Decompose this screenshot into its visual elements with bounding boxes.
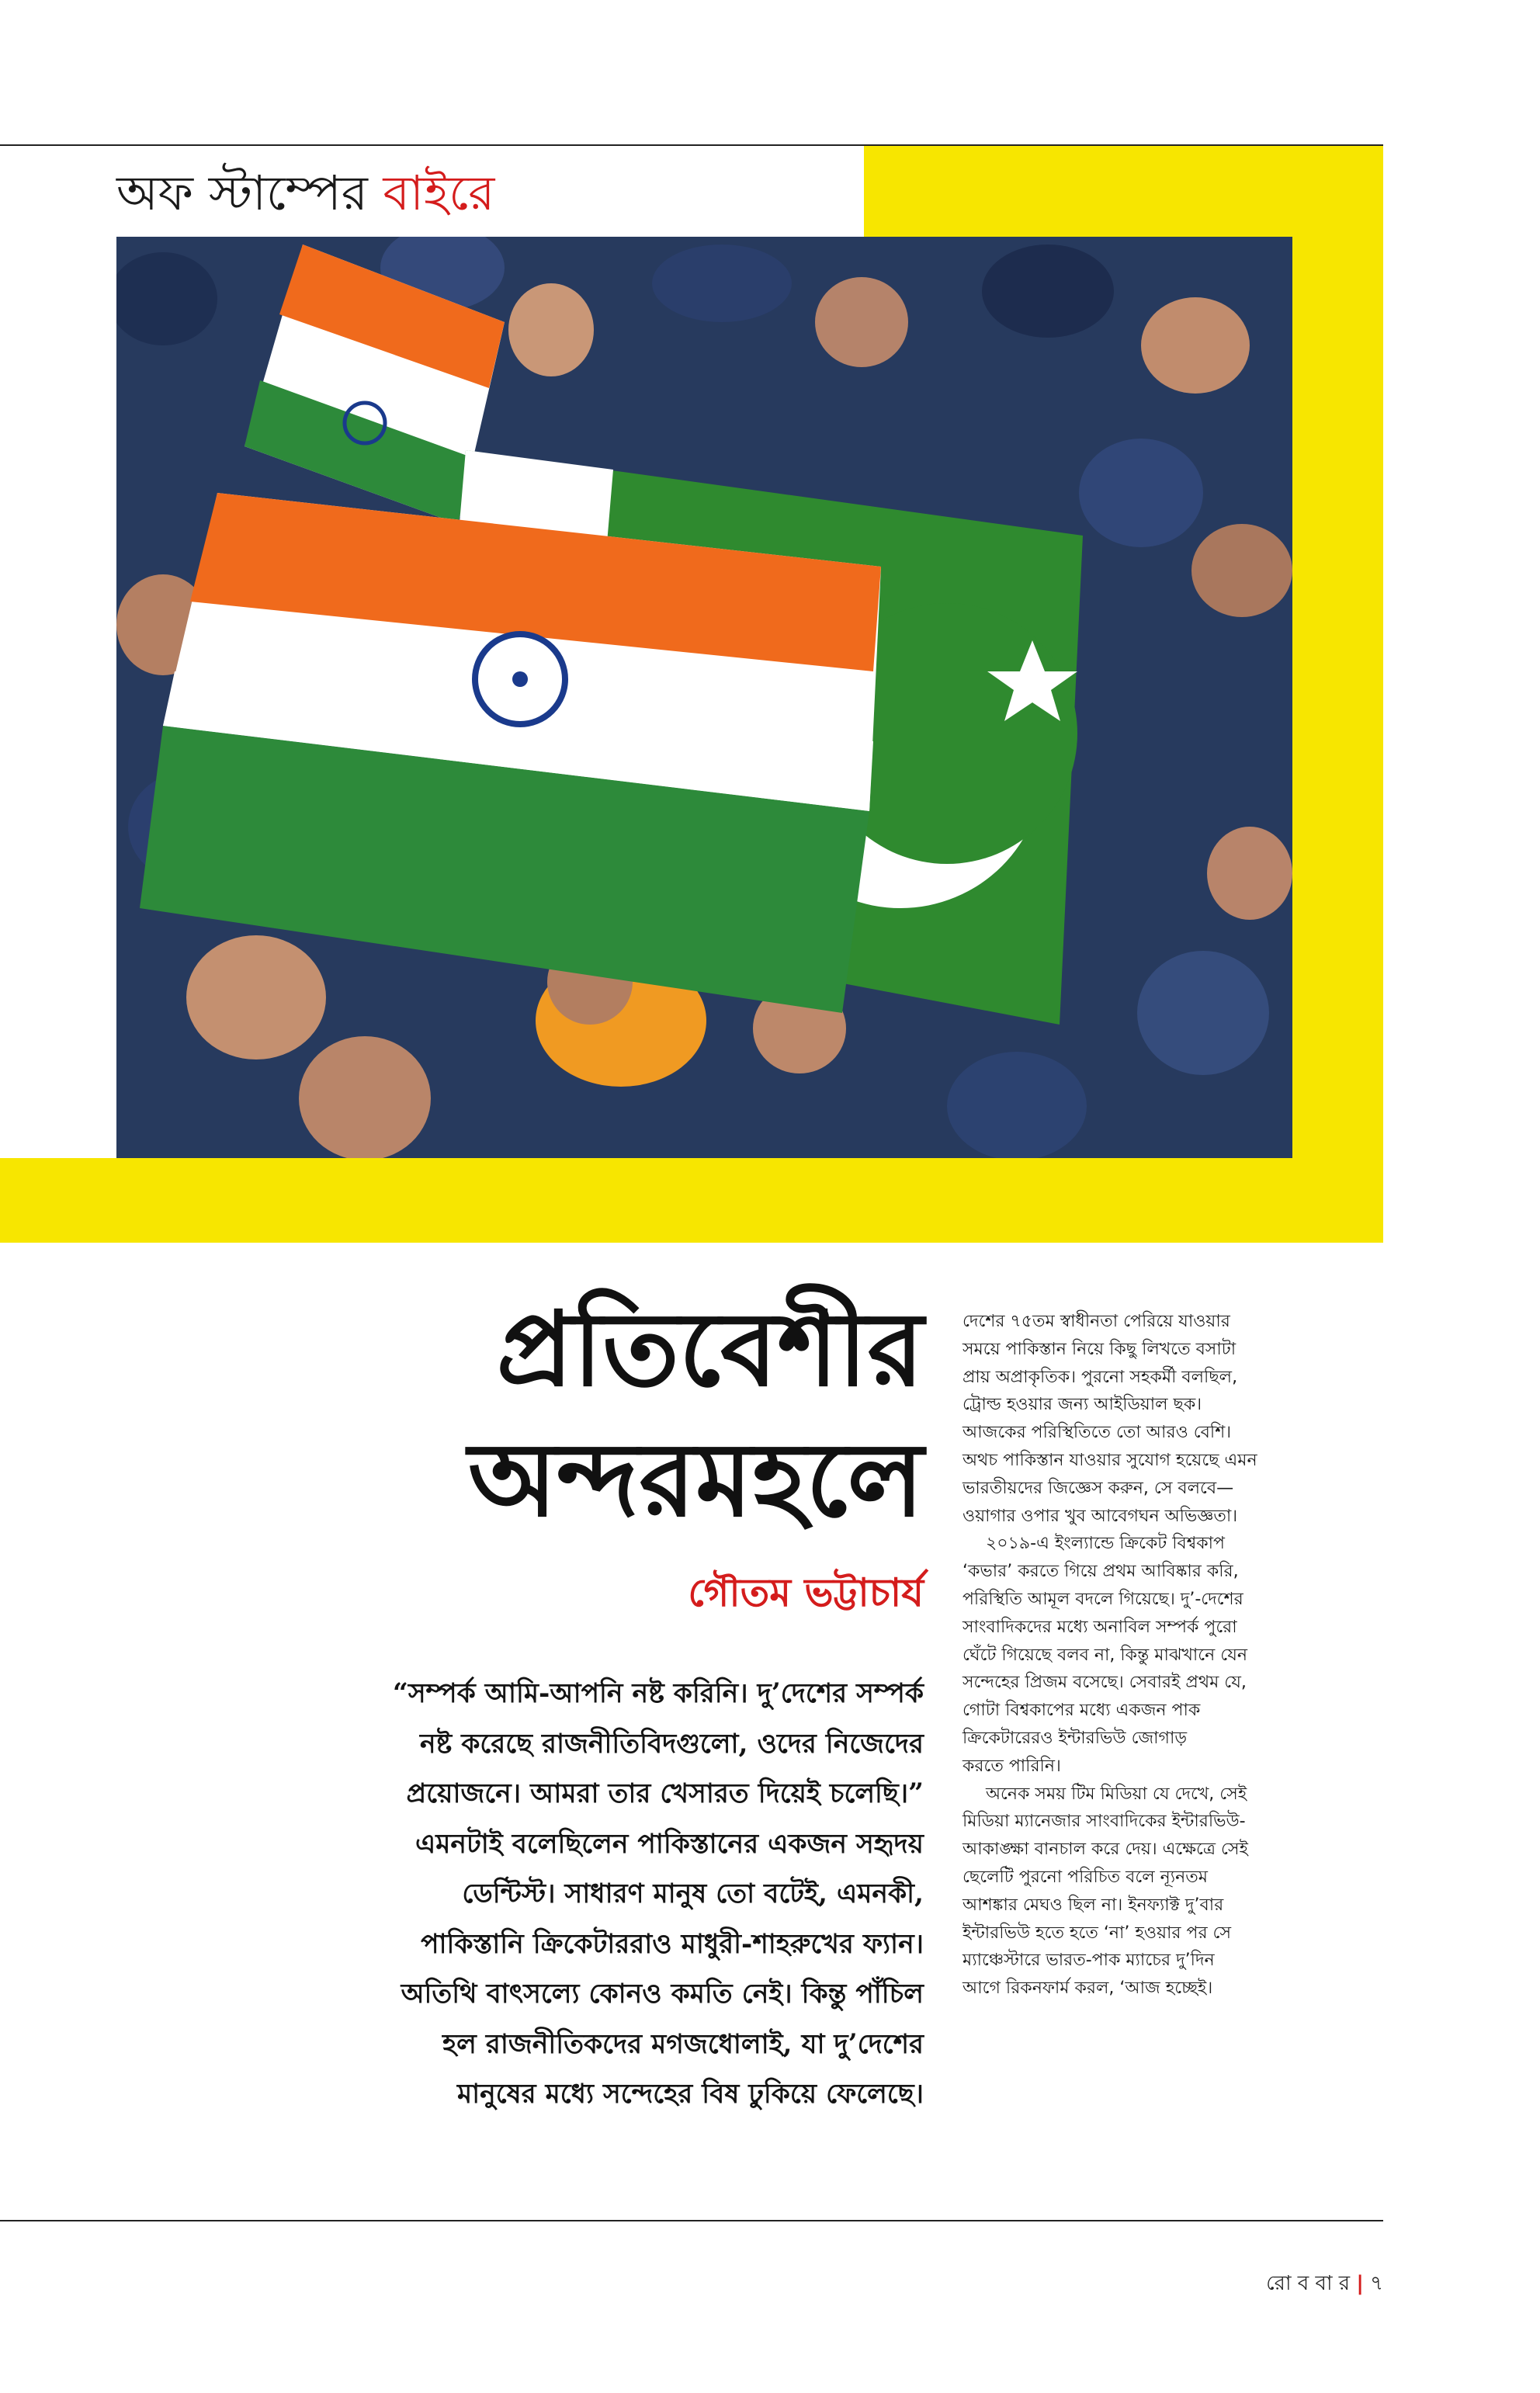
body-line: আশঙ্কার মেঘও ছিল না। ইনফ্যাক্ট দু’বার: [962, 1895, 1224, 1915]
body-line: ওয়াগার ওপার খুব আবেগঘন অভিজ্ঞতা।: [962, 1506, 1238, 1526]
pull-quote-line: ডেন্টিস্ট। সাধারণ মানুষ তো বটেই, এমনকী,: [462, 1878, 924, 1909]
body-line: ছেলেটি পুরনো পরিচিত বলে ন্যূনতম: [962, 1867, 1208, 1887]
body-line: ম্যাঞ্চেস্টারে ভারত-পাক ম্যাচের দু’দিন: [962, 1951, 1215, 1971]
body-line: প্রায় অপ্রাকৃতিক। পুরনো সহকর্মী বলছিল,: [962, 1367, 1238, 1387]
page-number: ৭: [1370, 2272, 1383, 2295]
pull-quote-line: পাকিস্তানি ক্রিকেটাররাও মাধুরী-শাহরুখের ফ্যান।: [421, 1928, 924, 1960]
headline-line-2: অন্দরমহলে: [468, 1420, 924, 1540]
bottom-rule: [0, 2220, 1383, 2221]
body-line: আকাঙ্ক্ষা বানচাল করে দেয়। এক্ষেত্রে সেই: [962, 1840, 1248, 1860]
pull-quote-line: প্রয়োজনে। আমরা তার খেসারত দিয়েই চলেছি।”: [406, 1778, 924, 1809]
pull-quote-line: হল রাজনীতিকদের মগজধোলাই, যা দু’দেশের: [442, 2028, 924, 2060]
pull-quote-line: মানুষের মধ্যে সন্দেহের বিষ ঢুকিয়ে ফেলেছে।: [456, 2079, 924, 2110]
pull-quote-line: নষ্ট করেছে রাজনীতিবিদগুলো, ওদের নিজেদের: [419, 1728, 924, 1760]
body-line: ঘেঁটে গিয়েছে বলব না, কিন্তু মাঝখানে যেন: [962, 1645, 1247, 1665]
footer-separator: |: [1356, 2272, 1364, 2295]
pull-quote-line: অতিথি বাৎসল্যে কোনও কমতি নেই। কিন্তু পাঁচিল: [401, 1979, 924, 2010]
magazine-name: রো ব বা র: [1266, 2272, 1351, 2295]
headline-line-1: প্রতিবেশীর: [496, 1289, 924, 1410]
body-line: ক্রিকেটারেরও ইন্টারভিউ জোগাড়: [962, 1728, 1188, 1748]
headline: [116, 1285, 924, 1545]
body-line: আগে রিকনফার্ম করল, ‘আজ হচ্ছেই।: [962, 1979, 1213, 1999]
section-label-prefix: অফ স্টাম্পের: [116, 165, 368, 221]
body-line: গোটা বিশ্বকাপের মধ্যে একজন পাক: [962, 1701, 1201, 1721]
body-line: আজকের পরিস্থিতিতে তো আরও বেশি।: [962, 1423, 1232, 1443]
section-label-accent: বাইরে: [383, 165, 495, 221]
body-line: অথচ পাকিস্তান যাওয়ার সুযোগ হয়েছে এমন: [962, 1450, 1257, 1470]
body-line: করতে পারিনি।: [962, 1756, 1061, 1776]
body-line: সন্দেহের প্রিজম বসেছে। সেবারই প্রথম যে,: [962, 1673, 1247, 1693]
pull-quote: [116, 1669, 924, 2120]
body-column: [962, 1308, 1383, 2003]
body-line: সময়ে পাকিস্তান নিয়ে কিছু লিখতে বসাটা: [962, 1339, 1237, 1359]
body-line: মিডিয়া ম্যানেজার সাংবাদিকের ইন্টারভিউ-: [962, 1812, 1246, 1832]
body-line: সাংবাদিকদের মধ্যে অনাবিল সম্পর্ক পুরো: [962, 1617, 1237, 1637]
body-line: পরিস্থিতি আমূল বদলে গিয়েছে। দু’-দেশের: [962, 1589, 1243, 1609]
cover-photo: [116, 237, 1292, 1158]
body-line: অনেক সময় টিম মিডিয়া যে দেখে, সেই: [986, 1784, 1247, 1804]
yellow-accent-band: [0, 1158, 1383, 1243]
pull-quote-line: এমনটাই বলেছিলেন পাকিস্তানের একজন সহৃদয়: [414, 1828, 924, 1860]
body-line: দেশের ৭৫তম স্বাধীনতা পেরিয়ে যাওয়ার: [962, 1312, 1230, 1331]
section-label: [116, 152, 494, 234]
page-footer: [1226, 2268, 1383, 2299]
body-line: ভারতীয়দের জিজ্ঞেস করুন, সে বলবে—: [962, 1478, 1234, 1498]
body-line: ‘কভার’ করতে গিয়ে প্রথম আবিষ্কার করি,: [962, 1562, 1239, 1582]
pull-quote-line: “সম্পর্ক আমি-আপনি নষ্ট করিনি। দু’দেশের সম্পর্ক: [393, 1678, 924, 1709]
body-line: ২০১৯-এ ইংল্যান্ডে ক্রিকেট বিশ্বকাপ: [986, 1534, 1225, 1554]
body-line: ইন্টারভিউ হতে হতে ‘না’ হওয়ার পর সে: [962, 1923, 1232, 1943]
body-line: ট্রোল্ড হওয়ার জন্য আইডিয়াল ছক।: [962, 1395, 1202, 1415]
byline: গৌতম ভট্টাচার্য: [688, 1570, 924, 1615]
